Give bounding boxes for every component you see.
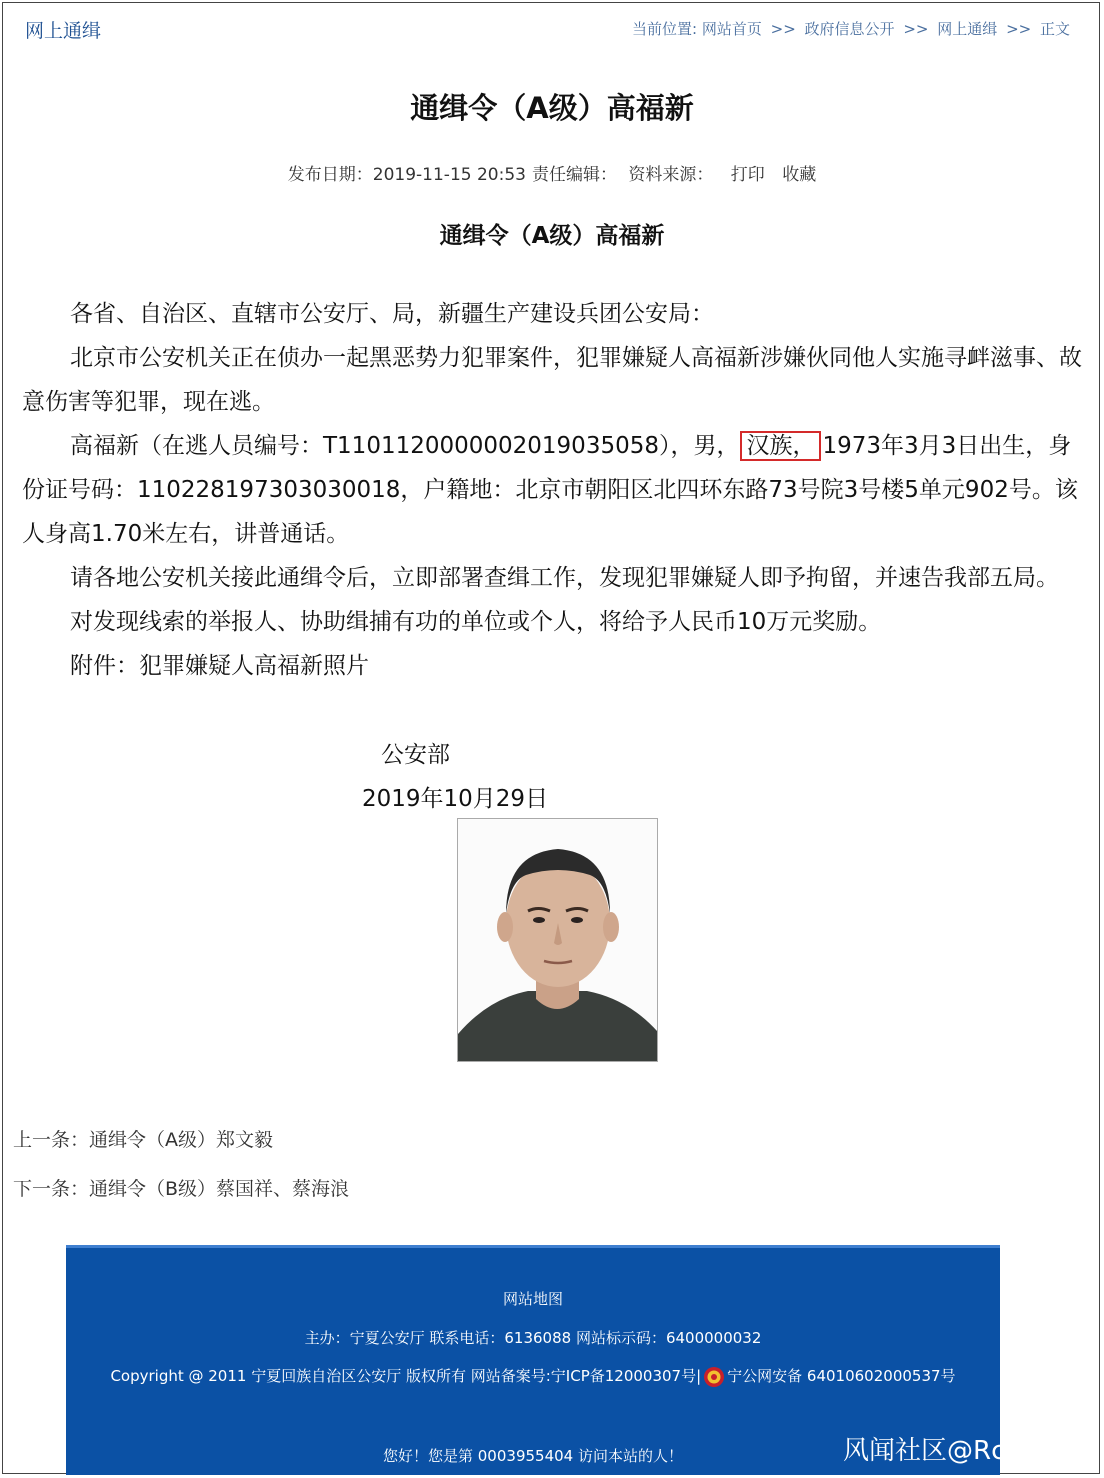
breadcrumb-separator: >> [1006, 20, 1032, 38]
police-badge-icon [703, 1366, 725, 1388]
article-meta [0, 160, 1104, 185]
sitemap-link[interactable]: 网站地图 [502, 1290, 563, 1308]
paragraph-attachment: 附件：犯罪嫌疑人高福新照片 [70, 653, 369, 679]
editor-label: 责任编辑： [531, 165, 617, 185]
police-record-number[interactable]: 宁公网安备 64010602000537号 [727, 1367, 956, 1385]
print-button[interactable]: 打印 [730, 165, 765, 185]
suspect-photo-image [458, 819, 657, 1061]
footer-copyright [66, 1365, 1000, 1388]
paragraph-suspect-info [22, 424, 1082, 556]
breadcrumb-wanted[interactable]: 网上通缉 [937, 20, 998, 38]
breadcrumb-current: 正文 [1039, 20, 1070, 38]
favorite-button[interactable]: 收藏 [782, 165, 817, 185]
breadcrumb [632, 18, 1070, 39]
breadcrumb-separator: >> [903, 20, 929, 38]
section-title[interactable]: 网上通缉 [25, 20, 102, 42]
copyright-text: Copyright @ 2011 宁夏回族自治区公安厅 版权所有 网站备案号:宁ICP备12000307号| [110, 1367, 702, 1385]
page-title: 通缉令（A级）高福新 [410, 91, 694, 125]
footer-divider [66, 1245, 1000, 1248]
visitor-counter: 您好！您是第 0003955404 访问本站的人！ [383, 1447, 683, 1465]
article-body [22, 292, 1082, 688]
paragraph-request: 请各地公安机关接此通缉令后，立即部署查缉工作，发现犯罪嫌疑人即予拘留，并速告我部五局。 [70, 565, 1059, 591]
ethnicity-highlight: 汉族， [740, 431, 821, 461]
breadcrumb-prefix: 当前位置: [631, 20, 698, 38]
signature-date: 2019年10月29日 [362, 786, 549, 812]
suspect-photo [457, 818, 658, 1062]
breadcrumb-separator: >> [770, 20, 796, 38]
paragraph-case: 北京市公安机关正在侦办一起黑恶势力犯罪案件，犯罪嫌疑人高福新涉嫌伙同他人实施寻衅滋事、故意伤害等犯罪，现在逃。 [22, 345, 1082, 415]
prev-article-link[interactable]: 上一条：通缉令（A级）郑文毅 [13, 1129, 273, 1151]
article-subtitle: 通缉令（A级）高福新 [439, 223, 665, 249]
next-article-link[interactable]: 下一条：通缉令（B级）蔡国祥、蔡海浪 [13, 1178, 350, 1200]
breadcrumb-home[interactable]: 网站首页 [701, 20, 762, 38]
paragraph-reward: 对发现线索的举报人、协助缉捕有功的单位或个人，将给予人民币10万元奖励。 [70, 609, 882, 635]
breadcrumb-gov-info[interactable]: 政府信息公开 [804, 20, 895, 38]
paragraph-recipients: 各省、自治区、直辖市公安厅、局，新疆生产建设兵团公安局： [70, 301, 714, 327]
suspect-info-start: 高福新（在逃人员编号：T1101120000002019035058），男， [70, 433, 740, 459]
source-label: 资料来源： [628, 165, 714, 185]
suspect-info-rest: 1973年3月3日出生，身份证号码：110228197303030018，户籍地：北京市朝阳区北四环东路73号院3号楼5单元902号。该人身高1.70米左右，讲普通话。 [22, 433, 1078, 547]
watermark: 风闻社区@Rc [843, 1436, 1006, 1466]
signature-org: 公安部 [381, 742, 450, 768]
publish-date: 发布日期：2019-11-15 20:53 [287, 165, 526, 185]
footer-host-info: 主办：宁夏公安厅 联系电话：6136088 网站标示码：6400000032 [304, 1329, 762, 1347]
